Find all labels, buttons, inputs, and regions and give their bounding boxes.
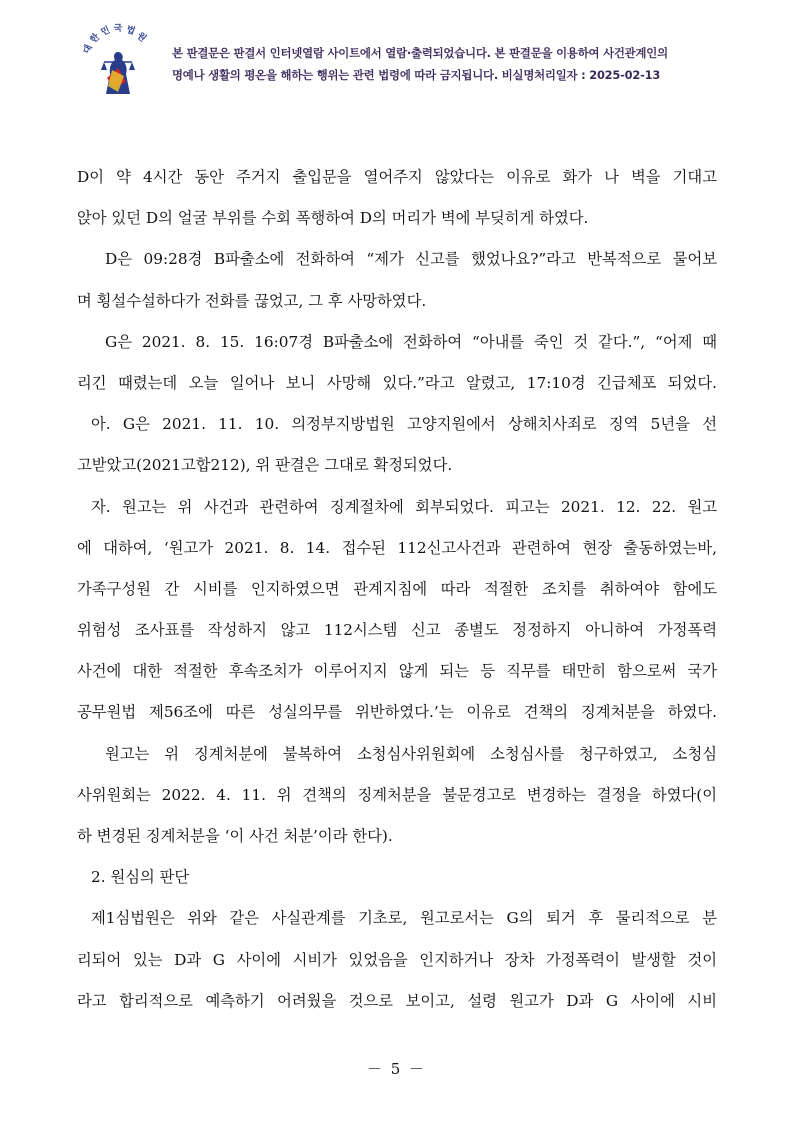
page-number: － 5 － bbox=[366, 1060, 427, 1078]
notice-line-2: 명예나 생활의 평온을 해하는 행위는 관련 법령에 따라 금지됩니다. 비실명처리일자 : 2025-02-13 bbox=[172, 68, 661, 82]
text-line: 앉아 있던 D의 얼굴 부위를 수회 폭행하여 D의 머리가 벽에 부딪히게 하였다. bbox=[77, 209, 589, 228]
text-line: 며 횡설수설하다가 전화를 끊었고, 그 후 사망하였다. bbox=[77, 291, 427, 310]
text-line: 원고는 위 징계처분에 불복하여 소청심사위원회에 소청심사를 청구하였고, 소청심 bbox=[105, 744, 717, 763]
text-line: D은 09:28경 B파출소에 전화하여 “제가 신고를 했었나요?”라고 반복적으로 물어보 bbox=[105, 250, 717, 269]
text-line: 사위원회는 2022. 4. 11. 위 견책의 징계처분을 불문경고로 변경하는 결정을 하였다(이 bbox=[77, 785, 717, 804]
text-line: 공무원법 제56조에 따른 성실의무를 위반하였다.’는 이유로 견책의 징계처분을 하였다. bbox=[77, 703, 717, 722]
court-seal-logo bbox=[74, 22, 164, 98]
text-line: G은 2021. 8. 15. 16:07경 B파출소에 전화하여 “아내를 죽인 것 같다.”, “어제 때 bbox=[105, 332, 717, 351]
document-header bbox=[74, 22, 774, 98]
disclosure-notice bbox=[172, 42, 792, 86]
text-line: 리되어 있는 D과 G 사이에 시비가 있었음을 인지하거나 장차 가정폭력이 발생할 것이 bbox=[77, 950, 717, 969]
text-line: 사건에 대한 적절한 후속조치가 이루어지지 않게 되는 등 직무를 태만히 함으로써 국가 bbox=[77, 662, 717, 681]
text-line: 에 대하여, ‘원고가 2021. 8. 14. 접수된 112신고사건과 관련하여 현장 출동하였는바, bbox=[77, 538, 717, 557]
text-line: 아. G은 2021. 11. 10. 의정부지방법원 고양지원에서 상해치사죄로 징역 5년을 선 bbox=[91, 415, 717, 434]
judgment-body bbox=[77, 157, 717, 1022]
section-heading: 2. 원심의 판단 bbox=[91, 868, 190, 887]
text-line: 고받았고(2021고합212), 위 판결은 그대로 확정되었다. bbox=[77, 456, 453, 475]
text-line: 하 변경된 징계처분을 ‘이 사건 처분’이라 한다). bbox=[77, 827, 393, 845]
notice-line-1: 본 판결문은 판결서 인터넷열람 사이트에서 열람·출력되었습니다. 본 판결문을 이용하여 사건관계인의 bbox=[172, 46, 668, 60]
text-line: 가족구성원 간 시비를 인지하였으면 관계지침에 따라 적절한 조치를 취하여야 함에도 bbox=[77, 579, 717, 598]
text-line: 자. 원고는 위 사건과 관련하여 징계절차에 회부되었다. 피고는 2021. 12. 22. 원고 bbox=[91, 497, 717, 516]
svg-text:대 한 민 국 법 원: 대 한 민 국 법 원 bbox=[82, 23, 148, 56]
text-line: D이 약 4시간 동안 주거지 출입문을 열어주지 않았다는 이유로 화가 나 벽을 기대고 bbox=[77, 168, 717, 186]
text-line: 제1심법원은 위와 같은 사실관계를 기초로, 원고로서는 G의 퇴거 후 물리적으로 분 bbox=[91, 909, 717, 928]
text-line: 라고 합리적으로 예측하기 어려웠을 것으로 보이고, 설령 원고가 D과 G 사이에 시비 bbox=[77, 991, 717, 1010]
text-line: 리긴 때렸는데 오늘 일어나 보니 사망해 있다.”라고 알렸고, 17:10경 긴급체포 되었다. bbox=[77, 373, 717, 392]
text-line: 위험성 조사표를 작성하지 않고 112시스템 신고 종별도 정정하지 아니하여 가정폭력 bbox=[77, 621, 717, 640]
